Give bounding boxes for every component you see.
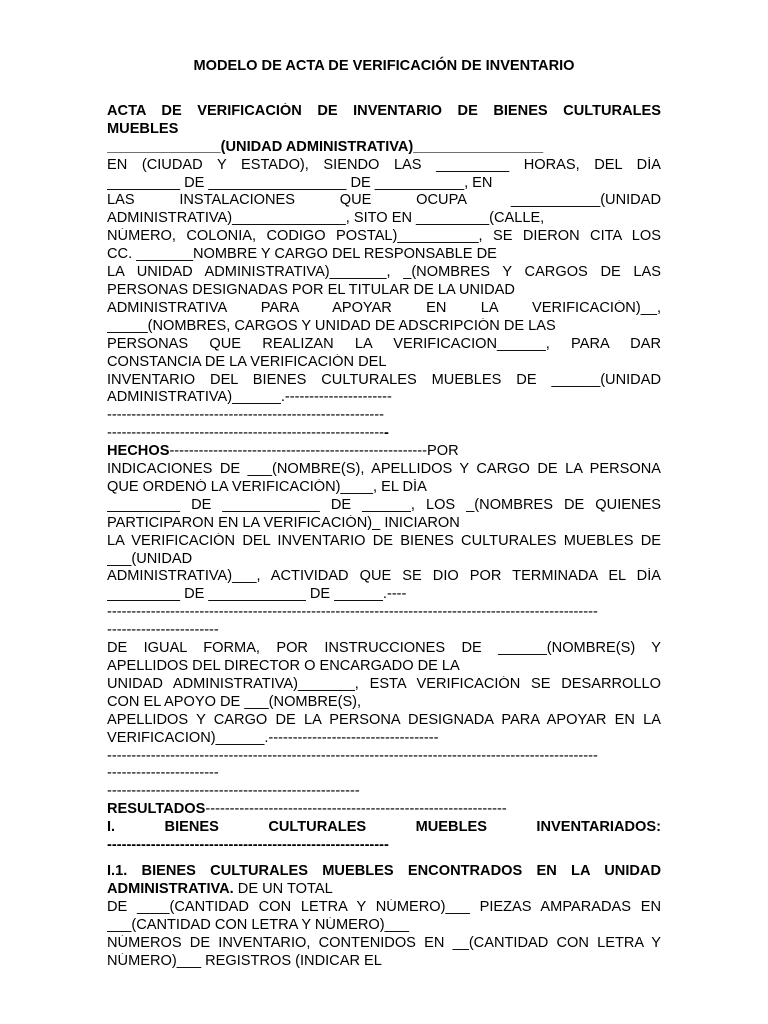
body-text: -----------------------: [107, 765, 219, 782]
text-line: [107, 497, 661, 515]
text-line: [107, 372, 661, 390]
body-text: ---------------------------------------------------------: [107, 425, 385, 442]
body-text: CC. _______NOMBRE Y CARGO DEL RESPONSABLE DE: [107, 246, 497, 263]
text-line: [107, 407, 661, 425]
text-line: [107, 622, 661, 640]
body-text: APELLIDOS Y CARGO DE LA PERSONA DESIGNADA PARA APOYAR EN LA: [107, 711, 661, 728]
text-line: [107, 676, 661, 694]
text-line: [107, 425, 661, 443]
body-text: ADMINISTRATIVA)______.----------------------: [107, 389, 392, 406]
text-line: [107, 694, 661, 712]
text-line: [107, 801, 661, 819]
text-line: [107, 175, 661, 193]
text-line: [107, 917, 661, 935]
body-text: --------------------------------------------------------------: [205, 801, 507, 818]
body-text: NÚMERO)___ REGISTROS (INDICAR EL: [107, 952, 382, 969]
body-text: _________ DE ____________ DE ______.----: [107, 586, 407, 603]
body-text: PERSONAS QUE REALIZAN LA VERIFICACION______, PARA DAR: [107, 335, 661, 352]
body-text: PARTICIPARON EN LA VERIFICACIÓN)_ INICIARON: [107, 514, 460, 531]
body-text: EN (CIUDAD Y ESTADO), SIENDO LAS _________ HORAS, DEL DÍA: [107, 156, 661, 173]
text-line: [107, 103, 661, 121]
text-line: [107, 881, 661, 899]
body-text: PERSONAS DESIGNADAS POR EL TITULAR DE LA UNIDAD: [107, 281, 515, 298]
text-line: [107, 712, 661, 730]
bold-text: ----------------------------------------------------------: [107, 837, 389, 854]
body-text: LAS INSTALACIONES QUE OCUPA ___________(UNIDAD: [107, 192, 661, 209]
text-line: [107, 228, 661, 246]
body-text: INVENTARIO DEL BIENES CULTURALES MUEBLES DE ______(UNIDAD: [107, 371, 661, 388]
body-text: -----------------------------------------------------------------------------------------------------: [107, 747, 598, 764]
text-line: [107, 336, 661, 354]
text-line: [107, 899, 661, 917]
body-text: _____(NOMBRES, CARGOS Y UNIDAD DE ADSCRIPCIÓN DE LAS: [107, 317, 556, 334]
body-text: -----------------------------------------------------POR: [169, 443, 459, 460]
document-title: MODELO DE ACTA DE VERIFICACIÓN DE INVENTARIO: [193, 58, 575, 74]
body-text: LA VERIFICACIÓN DEL INVENTARIO DE BIENES CULTURALES MUEBLES DE: [107, 532, 661, 549]
text-line: [107, 479, 661, 497]
text-line: [107, 246, 661, 264]
bold-text: RESULTADOS: [107, 801, 206, 818]
body-text: APELLIDOS DEL DIRECTOR O ENCARGADO DE LA: [107, 658, 460, 674]
bold-text: ______________(UNIDAD ADMINISTRATIVA)________________: [107, 138, 544, 155]
text-line: [107, 568, 661, 586]
text-line: [107, 953, 661, 971]
text-line: [107, 264, 661, 282]
text-line: [107, 461, 661, 479]
text-line: [107, 586, 661, 604]
bold-text: ACTA DE VERIFICACIÓN DE INVENTARIO DE BIENES CULTURALES: [107, 102, 661, 119]
text-line: [107, 604, 661, 622]
body-text: DE ____(CANTIDAD CON LETRA Y NÚMERO)___ PIEZAS AMPARADAS EN: [107, 898, 661, 915]
text-line: [107, 640, 661, 658]
text-line: [107, 139, 661, 157]
text-line: [107, 819, 661, 837]
text-line: [107, 863, 661, 881]
text-line: [107, 157, 661, 175]
body-text: DE UN TOTAL: [233, 880, 333, 897]
text-line: [107, 730, 661, 748]
body-text: ___(UNIDAD: [107, 550, 193, 567]
body-text: UNIDAD ADMINISTRATIVA)_______, ESTA VERIFICACIÓN SE DESARROLLO: [107, 675, 661, 692]
text-line: [107, 210, 661, 228]
text-line: [107, 765, 661, 783]
body-text: CONSTANCIA DE LA VERIFICACIÓN DEL: [107, 353, 387, 370]
body-text: ___(CANTIDAD CON LETRA Y NÚMERO)___: [107, 916, 409, 933]
body-text: NÚMEROS DE INVENTARIO, CONTENIDOS EN __(CANTIDAD CON LETRA Y: [107, 934, 661, 951]
text-line: [107, 121, 661, 139]
body-text: VERIFICACION)______.-----------------------------------: [107, 729, 439, 746]
body-text: LA UNIDAD ADMINISTRATIVA)_______, _(NOMBRES Y CARGOS DE LAS: [107, 264, 661, 281]
text-line: [107, 282, 661, 300]
text-line: [107, 658, 661, 676]
text-line: [107, 318, 661, 336]
body-text: _________ DE ____________ DE ______, LOS _(NOMBRES DE QUIENES: [107, 496, 661, 513]
body-text: ADMINISTRATIVA)___, ACTIVIDAD QUE SE DIO POR TERMINADA EL DÍA: [107, 568, 661, 585]
body-text: INDICACIONES DE ___(NOMBRE(S), APELLIDOS Y CARGO DE LA PERSONA: [107, 461, 661, 478]
text-line: [107, 748, 661, 766]
bold-text: I.1. BIENES CULTURALES MUEBLES ENCONTRADOS EN LA UNIDAD: [107, 862, 661, 879]
body-text: -----------------------: [107, 622, 219, 639]
text-line: [107, 533, 661, 551]
text-line: [107, 443, 661, 461]
body-text: ADMINISTRATIVA)______________, SITO EN _________(CALLE,: [107, 210, 545, 227]
body-text: QUE ORDENÓ LA VERIFICACIÓN)____, EL DÍA: [107, 478, 427, 495]
bold-text: -: [384, 425, 389, 442]
body-text: CON EL APOYO DE ___(NOMBRE(S),: [107, 693, 362, 710]
text-line: [107, 783, 661, 801]
body-text: _________ DE _________________ DE ___________, EN: [107, 174, 493, 191]
text-line: [107, 300, 661, 318]
text-line: [107, 935, 661, 953]
body-text: -----------------------------------------------------------------------------------------------------: [107, 604, 598, 621]
body-text: ----------------------------------------------------: [107, 783, 360, 800]
body-text: NÚMERO, COLONIA, CODIGO POSTAL)__________, SE DIERON CITA LOS: [107, 228, 661, 245]
bold-text: ADMINISTRATIVA.: [107, 880, 234, 897]
body-text: ---------------------------------------------------------: [107, 407, 385, 424]
body-text: ADMINISTRATIVA PARA APOYAR EN LA VERIFICACIÓN)__,: [107, 299, 661, 316]
text-line: [107, 837, 661, 855]
text-line: [107, 515, 661, 533]
paragraph-gap: [107, 855, 661, 863]
bold-text: HECHOS: [107, 443, 170, 460]
bold-text: MUEBLES: [107, 120, 179, 137]
text-line: [107, 192, 661, 210]
document-body: [107, 103, 661, 971]
bold-text: I. BIENES CULTURALES MUEBLES INVENTARIADOS:: [107, 819, 661, 836]
text-line: [107, 551, 661, 569]
document-page: [107, 58, 661, 970]
text-line: [107, 354, 661, 372]
body-text: DE IGUAL FORMA, POR INSTRUCCIONES DE ______(NOMBRE(S) Y: [107, 640, 661, 657]
text-line: [107, 389, 661, 407]
